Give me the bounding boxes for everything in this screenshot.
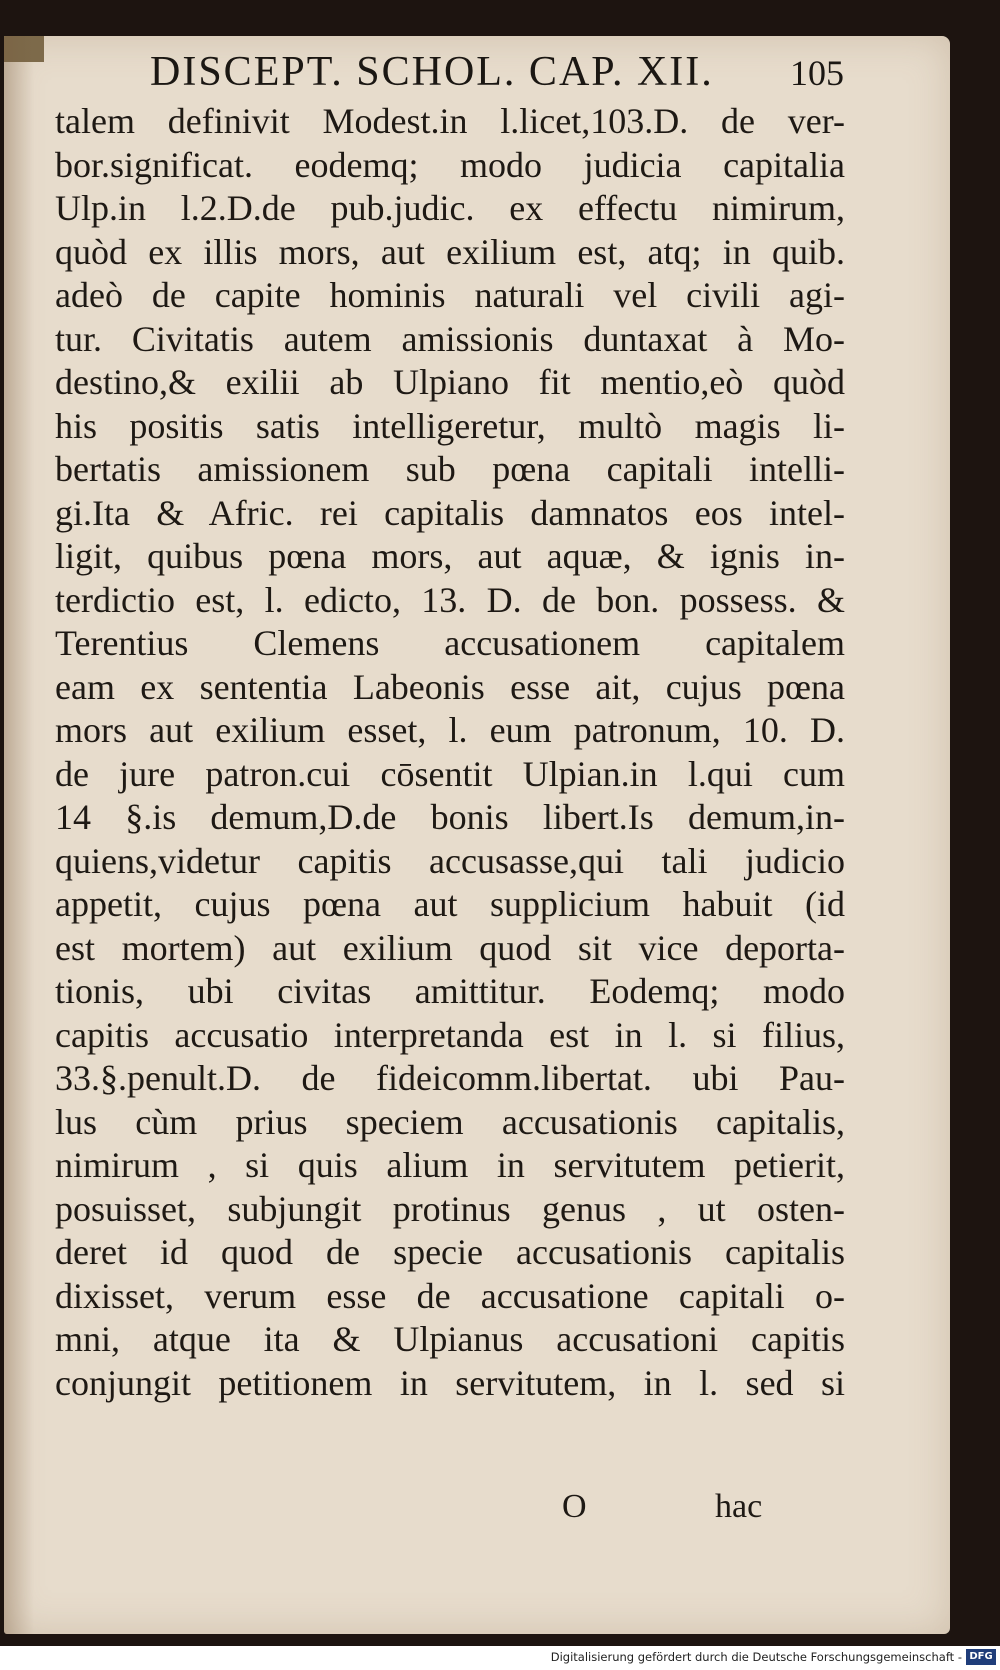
text-line: mors aut exilium esset, l. eum patronum, 10. D.	[55, 710, 845, 750]
text-line: quiens,videtur capitis accusasse,qui tali judicio	[55, 840, 845, 881]
page-gutter-shadow	[4, 36, 34, 1634]
running-header: DISCEPT. SCHOL. CAP. XII.	[150, 49, 714, 95]
text-line: quòd ex illis mors, aut exilium est, atq; in quib.	[55, 231, 845, 272]
text-line: adeò de capite hominis naturali vel civili agi-	[55, 275, 845, 315]
digitization-footer	[0, 1646, 1000, 1670]
text-line: de jure patron.cui cōsentit Ulpian.in l.qui cum	[55, 753, 845, 794]
text-line: conjungit petitionem in servitutem, in l. sed si	[55, 1362, 845, 1403]
text-line: terdictio est, l. edicto, 13. D. de bon. possess. &	[55, 579, 845, 620]
text-line: mni, atque ita & Ulpianus accusationi capitis	[55, 1319, 845, 1359]
dfg-logo: DFG	[966, 1649, 996, 1665]
text-line: his positis satis intelligeretur, multò magis li-	[55, 405, 845, 446]
text-line: appetit, cujus pœna aut supplicium habuit (id	[55, 884, 845, 924]
text-line: dixisset, verum esse de accusatione capitali o-	[55, 1275, 845, 1316]
text-line: nimirum , si quis alium in servitutem petierit,	[55, 1145, 845, 1185]
body-text	[55, 100, 845, 1500]
page-number: 105	[790, 53, 844, 93]
text-line: ligit, quibus pœna mors, aut aquæ, & ignis in-	[55, 536, 845, 576]
text-line: deret id quod de specie accusationis capitalis	[55, 1232, 845, 1272]
text-line: bertatis amissionem sub pœna capitali intelli-	[55, 449, 845, 489]
text-line: capitis accusatio interpretanda est in l. si filius,	[55, 1014, 845, 1055]
text-line: tionis, ubi civitas amittitur. Eodemq; modo	[55, 971, 845, 1011]
text-line: est mortem) aut exilium quod sit vice deporta-	[55, 927, 845, 968]
text-line: talem definivit Modest.in l.licet,103.D. de ver-	[55, 101, 845, 141]
text-line: destino,& exilii ab Ulpiano fit mentio,eò quòd	[55, 362, 845, 402]
text-line: bor.significat. eodemq; modo judicia capitalia	[55, 144, 845, 185]
catchword-row	[55, 1488, 845, 1538]
text-line: 14 §.is demum,D.de bonis libert.Is demum,in-	[55, 797, 845, 837]
signature-mark: O	[562, 1488, 587, 1525]
text-line: eam ex sententia Labeonis esse ait, cujus pœna	[55, 666, 845, 707]
text-line: posuisset, subjungit protinus genus , ut osten-	[55, 1188, 845, 1229]
funding-credit: Digitalisierung gefördert durch die Deutsche Forschungsgemeinschaft -	[550, 1650, 962, 1664]
catchword: hac	[715, 1488, 763, 1525]
text-line: lus cùm prius speciem accusationis capitalis,	[55, 1101, 845, 1142]
text-line: Terentius Clemens accusationem capitalem	[55, 623, 845, 663]
text-line: tur. Civitatis autem amissionis duntaxat à Mo-	[55, 318, 845, 359]
text-line: gi.Ita & Afric. rei capitalis damnatos eos intel-	[55, 492, 845, 533]
text-line: 33.§.penult.D. de fideicomm.libertat. ubi Pau-	[55, 1058, 845, 1098]
text-line: Ulp.in l.2.D.de pub.judic. ex effectu nimirum,	[55, 188, 845, 228]
